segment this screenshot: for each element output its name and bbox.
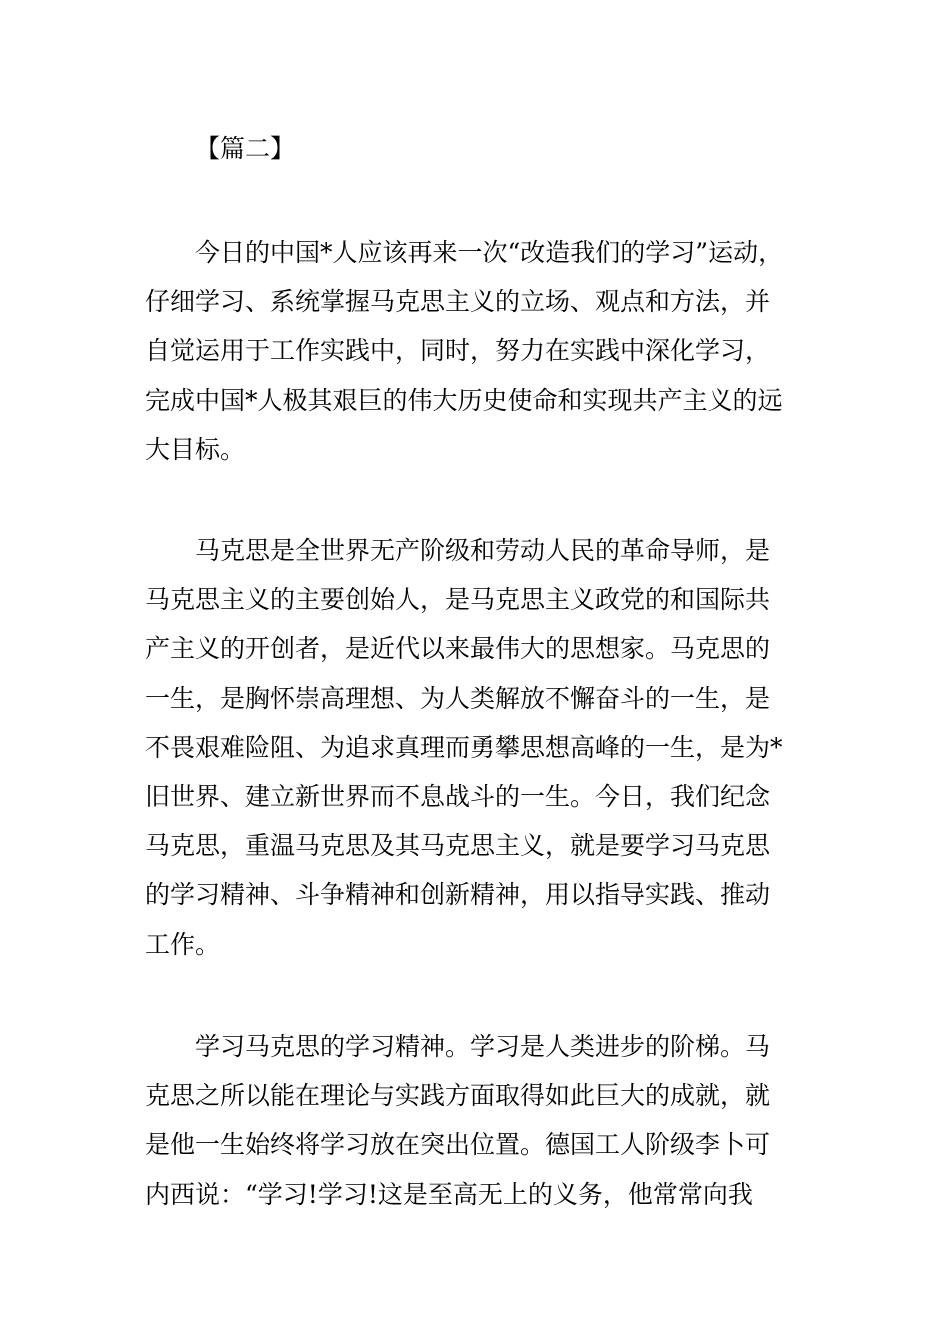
paragraph-3: [145, 1022, 835, 1219]
text-line: 大目标。: [145, 434, 246, 464]
text-line: 自觉运用于工作实践中，同时，努力在实践中深化学习，: [145, 336, 771, 366]
text-line: 马克思，重温马克思及其马克思主义，就是要学习马克思: [145, 831, 771, 861]
text-line: 一生，是胸怀崇高理想、为人类解放不懈奋斗的一生，是: [145, 683, 771, 713]
section-heading: 【篇二】: [195, 134, 296, 163]
text-line: 是他一生始终将学习放在突出位置。德国工人阶级李卜可: [145, 1130, 771, 1160]
text-line: 今日的中国*人应该再来一次“改造我们的学习”运动，: [195, 238, 784, 267]
text-line: 旧世界、建立新世界而不息战斗的一生。今日，我们纪念: [145, 781, 771, 811]
text-line: 内西说：“学习!学习!这是至高无上的义务，他常常向我: [145, 1179, 753, 1209]
text-line: 马克思是全世界无产阶级和劳动人民的革命导师，是: [195, 536, 771, 565]
text-line: 的学习精神、斗争精神和创新精神，用以指导实践、推动: [145, 880, 771, 910]
text-line: 学习马克思的学习精神。学习是人类进步的阶梯。马: [195, 1032, 771, 1061]
text-line: 克思之所以能在理论与实践方面取得如此巨大的成就，就: [145, 1081, 771, 1111]
text-line: 工作。: [145, 929, 221, 959]
text-line: 马克思主义的主要创始人，是马克思主义政党的和国际共: [145, 585, 771, 615]
paragraph-2: [145, 526, 835, 969]
paragraph-1: [145, 228, 835, 474]
text-line: 产主义的开创者，是近代以来最伟大的思想家。马克思的: [145, 634, 771, 664]
text-line: 完成中国*人极其艰巨的伟大历史使命和实现共产主义的远: [145, 385, 783, 415]
text-line: 不畏艰难险阻、为追求真理而勇攀思想高峰的一生，是为*: [145, 732, 783, 762]
text-line: 仔细学习、系统掌握马克思主义的立场、观点和方法，并: [145, 287, 771, 317]
